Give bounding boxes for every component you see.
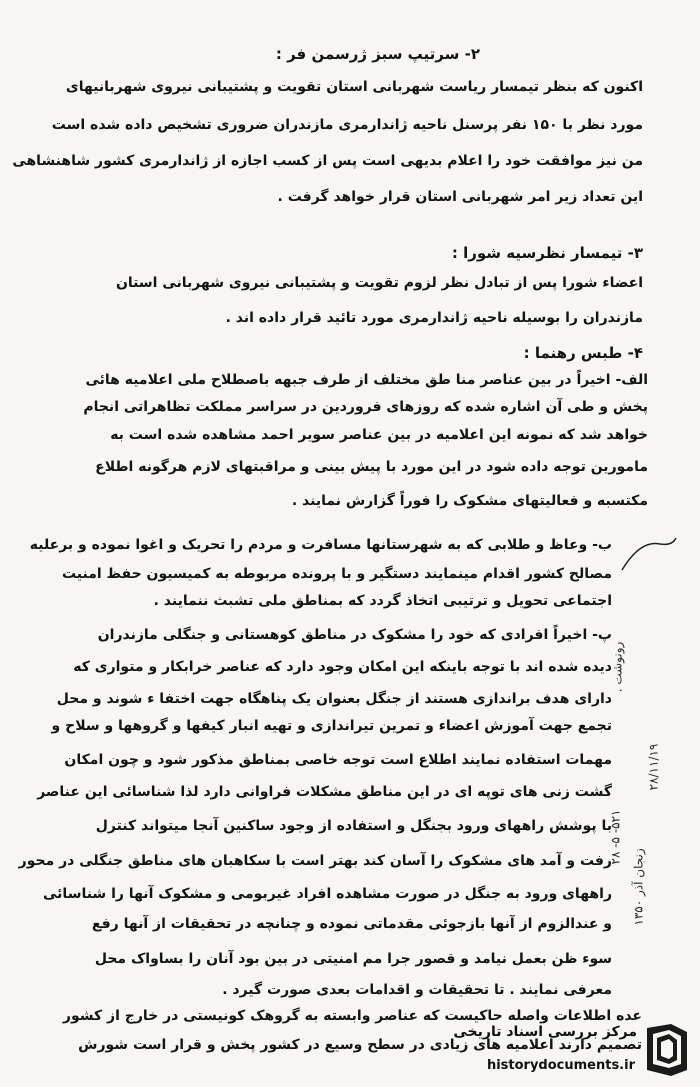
margin-note-1: رونوشت .	[610, 641, 625, 693]
section-4-alef-line-2: پخش و طی آن اشاره شده که روزهای فروردین در سراسر مملکت تظاهراتی انجام	[83, 399, 648, 415]
margin-note-2: ۵۲۱- ۵- ۲۸	[608, 809, 623, 865]
section-2-heading: ۲- سرتیپ سبز ژرسمن فر :	[275, 45, 480, 63]
section-4-pe-line-11: سوء ظن بعمل نیامد و قصور جرا مم امنیتی در بین بود آنان را بساواک محل	[94, 951, 612, 967]
section-4-pe-line-6: گشت زنی های توپه ای در این مناطق مشکلات فراوانی دارد لذا شناسائی این عناصر	[37, 784, 612, 800]
section-4-pe-line-8: رفت و آمد های مشکوک را آسان کند بهتر است با سکاهبان های مناطق جنگلی در محور	[18, 853, 612, 869]
section-4-be-line-3: اجتماعی تحویل و ترتیبی اتخاذ گردد که بمناطق ملی تشبث ننمایند .	[153, 593, 612, 609]
section-4-alef-line-3: خواهد شد که نمونه این اعلامیه در بین عناصر سویر احمد مشاهده شده است به	[110, 427, 648, 443]
pen-mark	[620, 530, 680, 580]
section-2-line-4: این تعداد زیر امر شهربانی استان قرار خواهد گرفت .	[277, 189, 643, 205]
section-4-pe-line-12: معرفی نمایند . تا تحقیقات و اقدامات بعدی صورت گیرد .	[222, 982, 612, 998]
section-4-alef-line-5: مکتسبه و فعالیتهای مشکوک را فوراً گزارش نمایند .	[291, 493, 648, 509]
section-4-be-line-1: ب- وعاظ و طلابی که به شهرستانها مسافرت و مردم را تحریک و اغوا نموده و برعلیه	[29, 537, 612, 553]
section-4-alef-line-4: مامورین توجه داده شود در این مورد با پیش بینی و مراقبتهای لازم هرگونه اطلاع	[95, 459, 648, 475]
archive-watermark	[453, 1018, 695, 1084]
watermark-url: historydocuments.ir	[486, 1058, 635, 1073]
section-4-pe-line-13: عده اطلاعات واصله حاکیست که عناصر وابسته به گروهک کونیستی در خارج از کشور	[62, 1008, 642, 1024]
section-4-pe-line-4: تجمع جهت آموزش اعضاء و تمرین تیراندازی و تهیه انبار کیفها و گروهها و سلاح و	[51, 718, 612, 734]
section-4-pe-line-2: دیده شده اند با توجه باینکه این امکان وجود دارد که عناصر خرابکار و متواری که	[73, 659, 612, 675]
section-4-be-line-2: مصالح کشور اقدام مینمایند دستگیر و با پرونده مربوطه به کمیسیون حفظ امنیت	[61, 566, 612, 582]
margin-note-3: ۲۸/۱۱/۱۹	[646, 743, 661, 791]
section-3-line-1: اعضاء شورا پس از تبادل نظر لزوم تقویت و پشتیبانی نیروی شهربانی استان	[115, 275, 643, 291]
section-3-heading: ۳- تیمسار نظرسیه شورا :	[451, 244, 643, 262]
section-2-line-2: مورد نظر با ۱۵۰ نفر پرسنل ناحیه ژاندارمری مازندران ضروری تشخیص داده شده است	[51, 117, 643, 133]
watermark-title: مرکز بررسی اسناد تاریخی	[453, 1024, 637, 1040]
section-4-pe-line-10: و عندالزوم از آنها بازجوئی مقدماتی نموده و چنانچه در تحقیقات از آنها رفع	[91, 916, 612, 932]
section-4-alef-line-1: الف- اخیراً در بین عناصر منا طق مختلف از طرف جبهه باصطلاح ملی اعلامیه هائی	[85, 372, 648, 388]
section-2-line-3: من نیز موافقت خود را اعلام بدیهی است پس از کسب اجازه از ژاندارمری کشور شاهنشاهی	[12, 153, 643, 169]
archive-book-logo-icon	[641, 1022, 693, 1078]
section-4-pe-line-1: پ- اخیراً افرادی که خود را مشکوک در مناطق کوهستانی و جنگلی مازندران	[97, 627, 612, 643]
section-4-pe-line-9: راههای ورود به جنگل در صورت مشاهده افراد غیربومی و مشکوک آنها را شناسائی	[43, 886, 612, 902]
section-3-line-2: مازندران را بوسیله ناحیه ژاندارمری مورد تائید قرار داده اند .	[225, 310, 643, 326]
section-4-pe-line-7: با پوشش راههای ورود بجنگل و استفاده از وجود ساکنین آنجا میتواند کنترل	[95, 818, 612, 834]
section-4-heading: ۴- طبس رهنما :	[523, 344, 643, 362]
section-4-pe-line-5: مهمات استفاده نمایند اطلاع است توجه خاصی بمناطق مذکور شود و چون امکان	[64, 752, 612, 768]
section-4-pe-line-3: دارای هدف براندازی هستند از جنگل بعنوان یک پناهگاه جهت اختفا ء شوند و محل	[56, 691, 612, 707]
section-4-pe-line-14: تصمیم دارند اعلامیه های زیادی در سطح وسیع در کشور پخش و قرار است شورش	[78, 1037, 642, 1053]
section-2-line-1: اکنون که بنظر تیمسار ریاست شهربانی استان تقویت و پشتیبانی نیروی شهربانیهای	[65, 79, 643, 95]
margin-note-4: زنجان آذر ۱۳۵۰	[631, 848, 646, 926]
